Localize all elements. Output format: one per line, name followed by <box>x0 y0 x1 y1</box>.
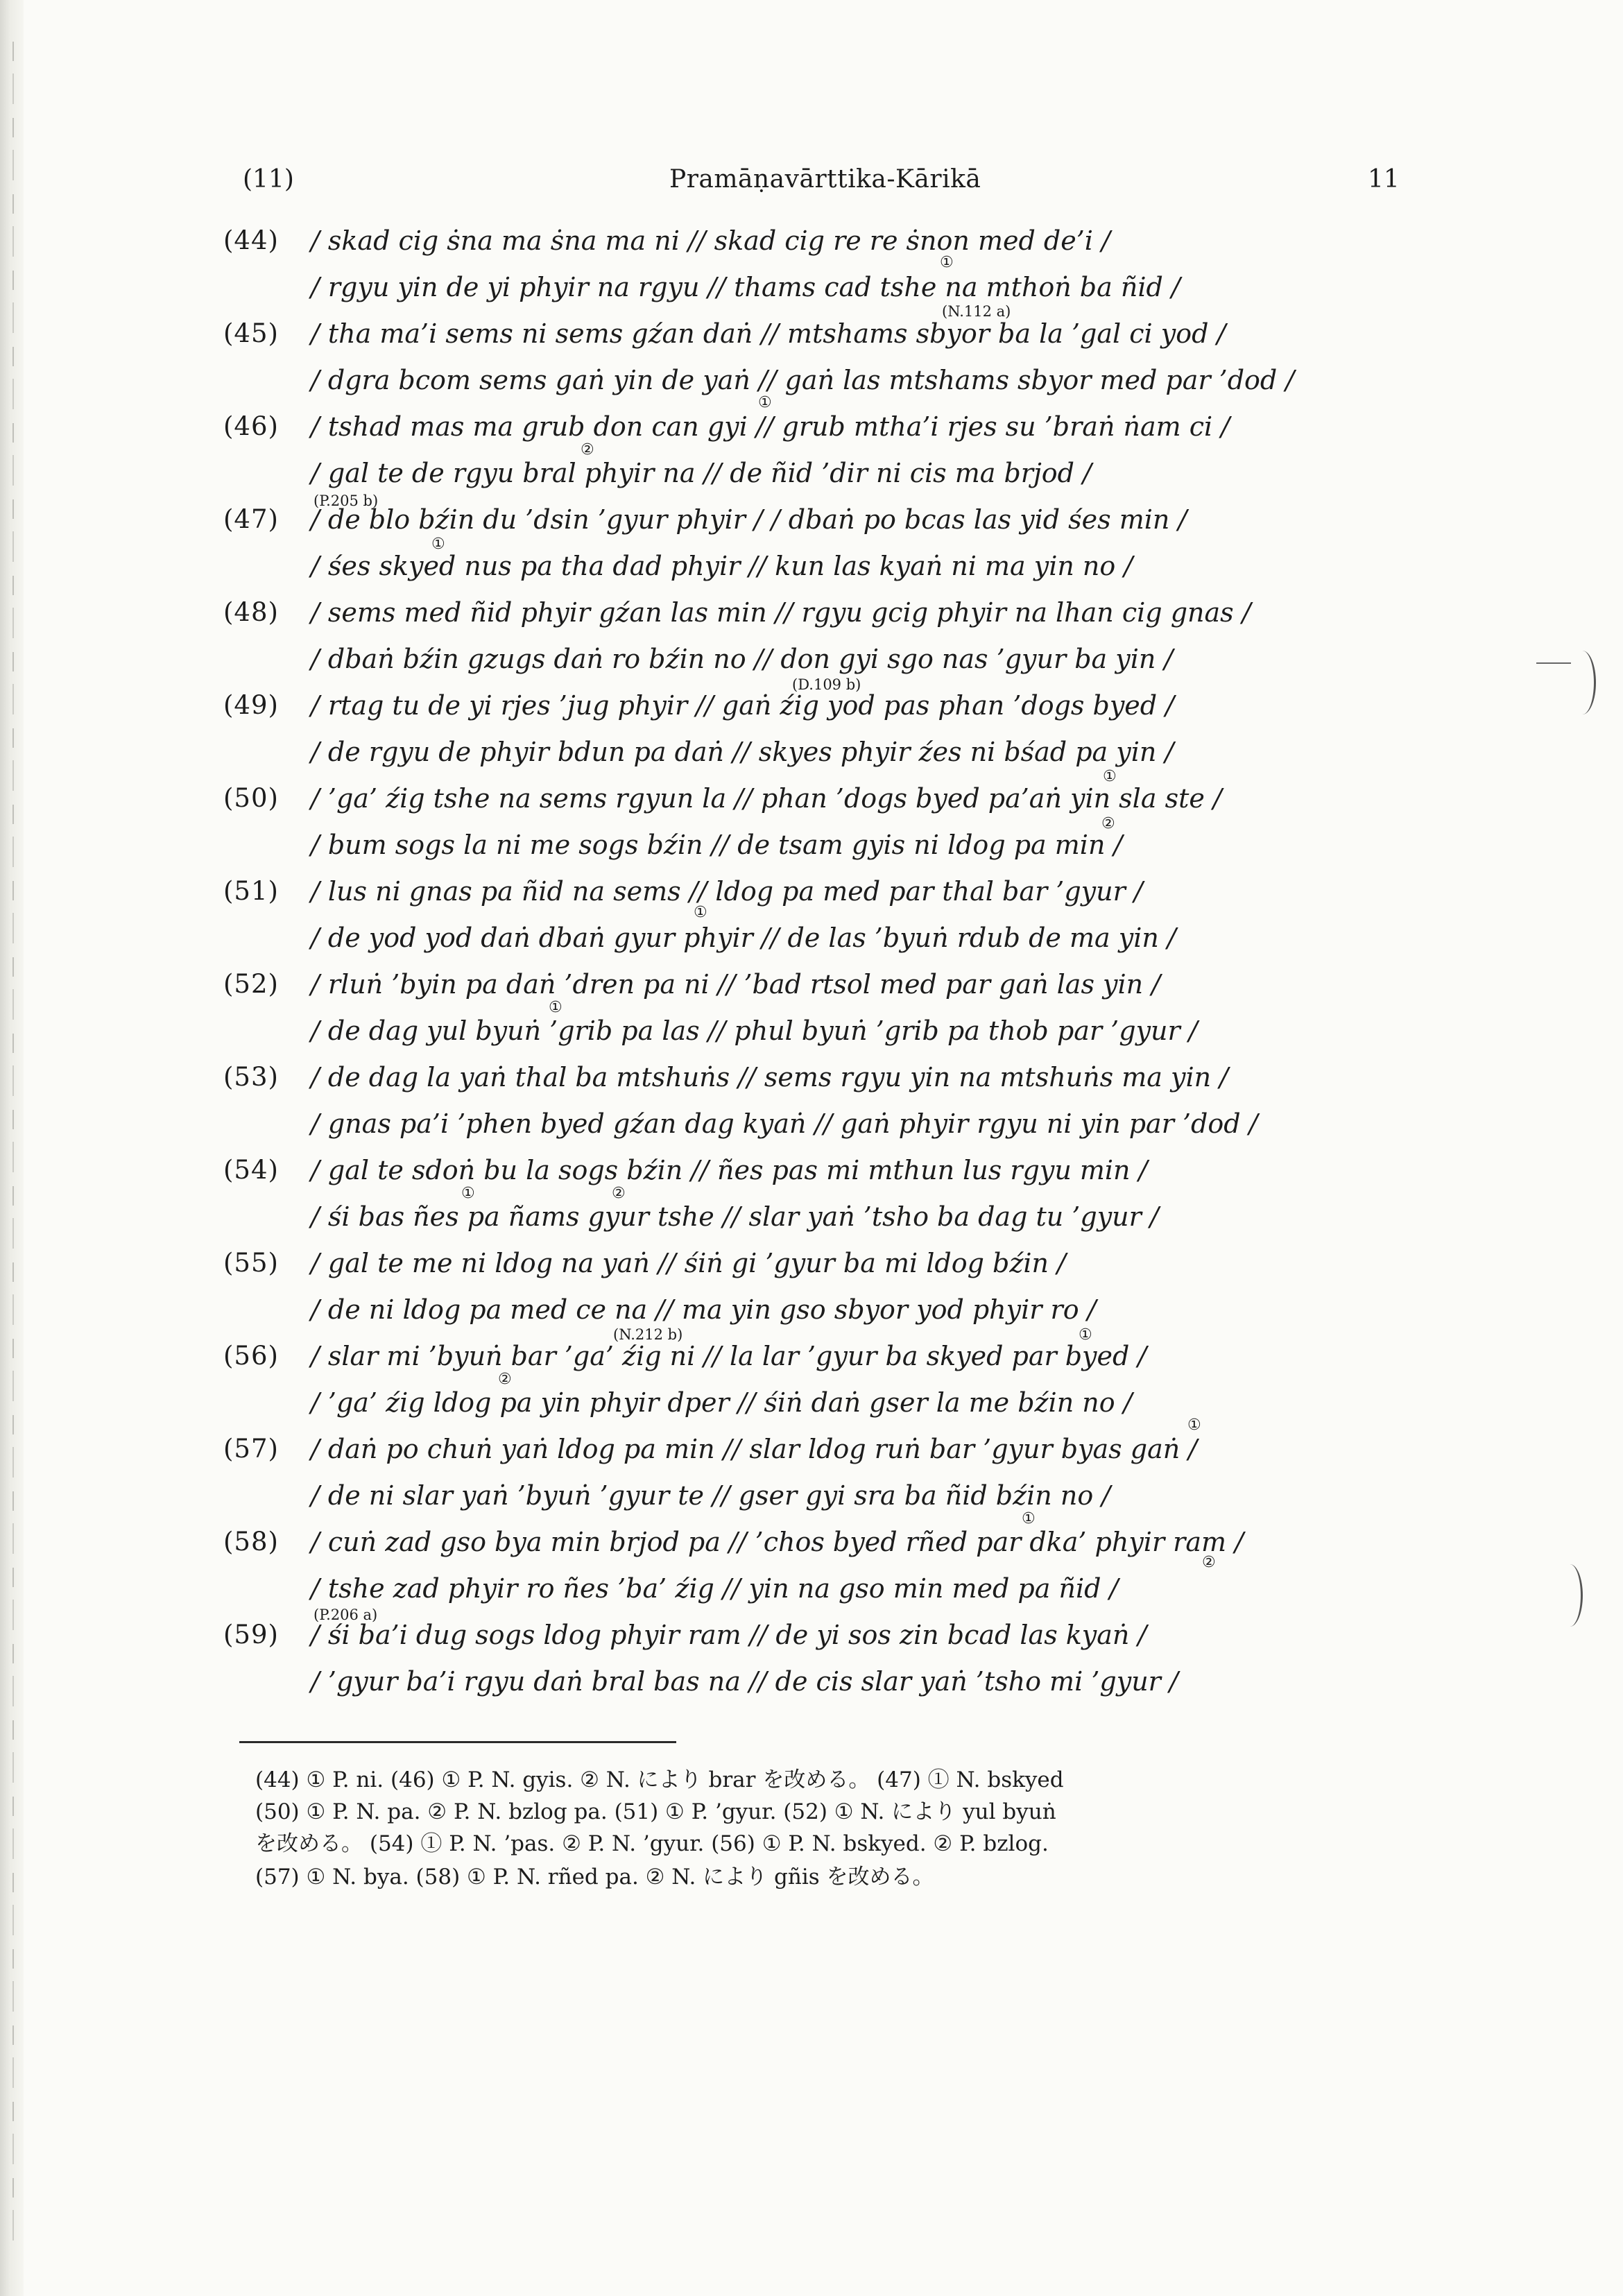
running-title: Pramāṇavārttika-Kārikā <box>669 165 981 194</box>
footnote-line: (57) ① N. bya. (58) ① P. N. rñed pa. ② N. により gñis を改める。 <box>255 1865 934 1890</box>
verse-number: (56) <box>223 1341 279 1371</box>
verse-text: / slar mi ’byuṅ bar ’ga’ źig ni // la lar ’gyur ba skyed par byed / <box>311 1341 1147 1371</box>
note-marker: ② <box>498 1371 512 1388</box>
scan-binding-line <box>12 42 14 2247</box>
note-marker: ① <box>1103 768 1117 785</box>
verse-text: / sems med ñid phyir gźan las min // rgyu gcig phyir na lhan cig gnas / <box>311 597 1251 628</box>
verse-text: / lus ni gnas pa ñid na sems // ldog pa med par thal bar ’gyur / <box>311 876 1143 907</box>
verse-text: / de dag yul byuṅ ’grib pa las // phul byuṅ ’grib pa thob par ’gyur / <box>311 1016 1198 1046</box>
verse-text: / rtag tu de yi rjes ’jug phyir // gaṅ źig yod pas phan ’dogs byed / <box>311 690 1175 721</box>
verse-number: (59) <box>223 1620 279 1650</box>
scan-mark <box>1569 651 1596 714</box>
verse-text: / śes skyed nus pa tha dad phyir // kun las kyaṅ ni ma yin no / <box>311 551 1133 581</box>
folio-reference: (N.212 b) <box>613 1326 683 1343</box>
note-marker: ① <box>1022 1510 1036 1527</box>
note-marker: ① <box>461 1185 475 1202</box>
verse-number: (52) <box>223 969 279 999</box>
footnote-line: (50) ① P. N. pa. ② P. N. bzlog pa. (51) ① P. ’gyur. (52) ① N. により yul byuṅ <box>255 1799 1056 1824</box>
verse-number: (54) <box>223 1155 279 1185</box>
verse-number: (51) <box>223 876 279 906</box>
verse-text: / gnas pa’i ’phen byed gźan dag kyaṅ // gaṅ phyir rgyu ni yin par ’dod / <box>311 1108 1258 1139</box>
note-marker: ① <box>431 536 445 553</box>
verse-number: (53) <box>223 1062 279 1092</box>
verse-number: (44) <box>223 225 279 255</box>
verse-text: / de ni slar yaṅ ’byuṅ ’gyur te // gser gyi sra ba ñid bźin no / <box>311 1480 1111 1511</box>
verse-text: / de blo bźin du ’dsin ’gyur phyir / / dbaṅ po bcas las yid śes min / <box>311 504 1187 535</box>
note-marker: ① <box>1187 1416 1201 1434</box>
verse-text: / de rgyu de phyir bdun pa daṅ // skyes phyir źes ni bśad pa yin / <box>311 737 1174 767</box>
verse-text: / gal te sdoṅ bu la sogs bźin // ñes pas mi mthun lus rgyu min / <box>311 1155 1148 1185</box>
page-number-right: 11 <box>1368 165 1400 194</box>
verse-number: (49) <box>223 690 279 720</box>
verse-number: (55) <box>223 1248 279 1278</box>
scan-edge <box>0 0 24 2296</box>
note-marker: ① <box>758 394 772 411</box>
verse-text: / ’gyur ba’i rgyu daṅ bral bas na // de cis slar yaṅ ’tsho mi ’gyur / <box>311 1666 1178 1697</box>
verse-text: / skad cig ṡna ma ṡna ma ni // skad cig re re ṡnon med de’i / <box>311 225 1110 256</box>
folio-reference: (N.112 a) <box>942 303 1011 320</box>
verse-number: (57) <box>223 1434 279 1464</box>
verse-number: (45) <box>223 318 279 348</box>
verse-text: / dgra bcom sems gaṅ yin de yaṅ // gaṅ las mtshams sbyor med par ’dod / <box>311 365 1295 395</box>
note-marker: ① <box>694 904 707 921</box>
verse-text: / de yod yod daṅ dbaṅ gyur phyir // de las ’byuṅ rdub de ma yin / <box>311 923 1176 953</box>
note-marker: ② <box>1101 815 1115 832</box>
footnote-line: を改める。 (54) ① P. N. ’pas. ② P. N. ’gyur. (56) ① P. N. bskyed. ② P. bzlog. <box>255 1831 1049 1856</box>
page-number-left: (11) <box>243 165 294 194</box>
note-marker: ② <box>581 441 594 459</box>
folio-reference: (P.206 a) <box>314 1607 378 1623</box>
scan-mark <box>1536 662 1571 664</box>
verse-text: / daṅ po chuṅ yaṅ ldog pa min // slar ldog ruṅ bar ’gyur byas gaṅ / <box>311 1434 1198 1464</box>
note-marker: ① <box>549 999 563 1016</box>
verse-text: / tshe zad phyir ro ñes ’ba’ źig // yin na gso min med pa ñid / <box>311 1573 1119 1604</box>
verse-text: / ’ga’ źig ldog pa yin phyir dper // śiṅ daṅ gser la me bźin no / <box>311 1387 1133 1418</box>
verse-text: / rgyu yin de yi phyir na rgyu // thams cad tshe na mthoṅ ba ñid / <box>311 272 1180 302</box>
verse-number: (46) <box>223 411 279 441</box>
verse-text: / gal te me ni ldog na yaṅ // śiṅ gi ’gyur ba mi ldog bźin / <box>311 1248 1066 1278</box>
scan-mark <box>1557 1564 1583 1627</box>
verse-text: / de dag la yaṅ thal ba mtshuṅs // sems rgyu yin na mtshuṅs ma yin / <box>311 1062 1228 1093</box>
verse-text: / dbaṅ bźin gzugs daṅ ro bźin no // don gyi sgo nas ’gyur ba yin / <box>311 644 1174 674</box>
verse-text: / śi ba’i dug sogs ldog phyir ram // de yi sos zin bcad las kyaṅ / <box>311 1620 1147 1650</box>
note-marker: ① <box>1079 1326 1092 1344</box>
verse-number: (48) <box>223 597 279 627</box>
footnote-rule <box>239 1741 676 1743</box>
verse-number: (58) <box>223 1527 279 1557</box>
note-marker: ② <box>1202 1554 1216 1571</box>
verse-text: / rluṅ ’byin pa daṅ ’dren pa ni // ’bad rtsol med par gaṅ las yin / <box>311 969 1161 1000</box>
folio-reference: (P.205 b) <box>314 492 379 509</box>
verse-text: / ’ga’ źig tshe na sems rgyun la // phan ’dogs byed pa’aṅ yin sla ste / <box>311 783 1222 814</box>
footnote-line: (44) ① P. ni. (46) ① P. N. gyis. ② N. により brar を改める。 (47) ① N. bskyed <box>255 1767 1064 1792</box>
verse-text: / de ni ldog pa med ce na // ma yin gso sbyor yod phyir ro / <box>311 1294 1097 1325</box>
verse-number: (50) <box>223 783 279 813</box>
verse-text: / śi bas ñes pa ñams gyur tshe // slar yaṅ ’tsho ba dag tu ’gyur / <box>311 1201 1159 1232</box>
verse-text: / cuṅ zad gso bya min brjod pa // ’chos byed rñed par dka’ phyir ram / <box>311 1527 1244 1557</box>
verse-number: (47) <box>223 504 279 534</box>
verse-text: / tha ma’i sems ni sems gźan daṅ // mtshams sbyor ba la ’gal ci yod / <box>311 318 1226 349</box>
verse-text: / tshad mas ma grub don can gyi // grub mtha’i rjes su ’braṅ ṅam ci / <box>311 411 1230 442</box>
note-marker: ① <box>940 254 954 271</box>
folio-reference: (D.109 b) <box>792 676 861 693</box>
note-marker: ② <box>612 1185 626 1202</box>
verse-text: / bum sogs la ni me sogs bźin // de tsam gyis ni ldog pa min / <box>311 830 1123 860</box>
verse-text: / gal te de rgyu bral phyir na // de ñid ’dir ni cis ma brjod / <box>311 458 1092 488</box>
